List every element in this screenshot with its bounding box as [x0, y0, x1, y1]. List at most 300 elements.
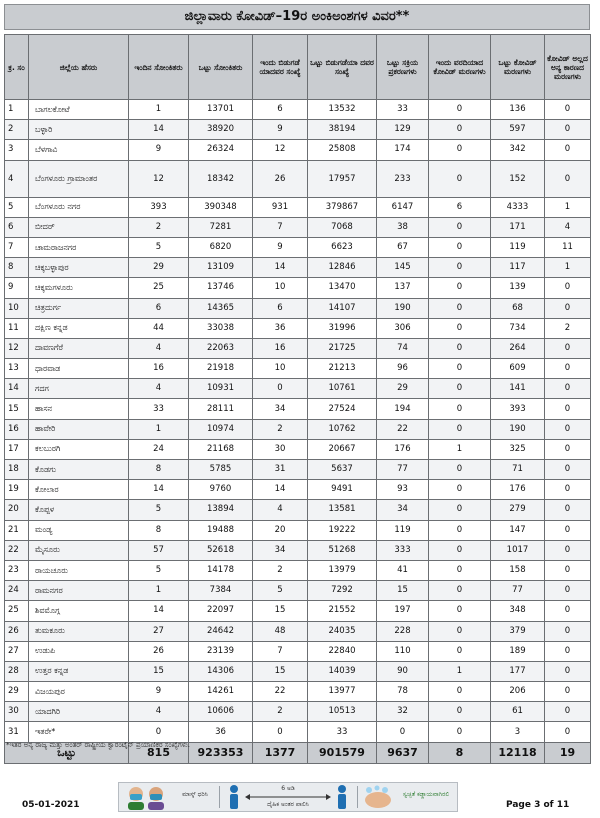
row-district: ಮೈಸೂರು	[29, 540, 129, 560]
table-row	[5, 560, 591, 580]
row-value: 0	[545, 560, 591, 580]
row-value: 27524	[308, 399, 377, 419]
row-value: 9	[129, 682, 189, 702]
row-value: 119	[491, 237, 545, 257]
row-value: 1	[129, 419, 189, 439]
row-serial: 18	[5, 460, 29, 480]
table-row	[5, 641, 591, 661]
table-row	[5, 338, 591, 358]
row-value: 0	[545, 722, 591, 742]
header-active-cases: ಒಟ್ಟು ಸಕ್ರಿಯ ಪ್ರಕರಣಗಳು	[377, 35, 429, 100]
row-value: 0	[545, 682, 591, 702]
row-value: 61	[491, 702, 545, 722]
row-value: 77	[491, 581, 545, 601]
row-serial: 22	[5, 540, 29, 560]
row-serial: 1	[5, 100, 29, 120]
row-value: 52618	[189, 540, 253, 560]
table-row	[5, 661, 591, 681]
row-value: 36	[253, 318, 308, 338]
row-value: 158	[491, 560, 545, 580]
row-serial: 17	[5, 439, 29, 459]
row-district: ಬೆಂಗಳೂರು ನಗರ	[29, 197, 129, 217]
row-serial: 30	[5, 702, 29, 722]
row-value: 1	[429, 439, 491, 459]
row-district: ಯಾದಗಿರಿ	[29, 702, 129, 722]
distance-text: ದೈಹಿಕ ಅಂತರ ಪಾಲಿಸಿ	[267, 801, 309, 808]
row-serial: 20	[5, 500, 29, 520]
table-row	[5, 682, 591, 702]
distance-arrow-icon	[245, 794, 331, 800]
row-value: 0	[545, 439, 591, 459]
row-district: ದಾವಣಗೆರೆ	[29, 338, 129, 358]
row-district: ಬೆಂಗಳೂರು ಗ್ರಾಮಾಂತರ	[29, 160, 129, 197]
row-value: 10974	[189, 419, 253, 439]
bulletin-page	[4, 4, 590, 759]
row-value: 9	[129, 140, 189, 160]
hygiene-text: ಸ್ವಚ್ಛತೆ ಕಡ್ಡಾಯವಾಗಿರಲಿ	[402, 791, 450, 798]
row-value: 24	[129, 439, 189, 459]
row-value: 0	[545, 100, 591, 120]
row-value: 325	[491, 439, 545, 459]
row-value: 0	[429, 160, 491, 197]
row-district: ಕೊಪ್ಪಳ	[29, 500, 129, 520]
row-value: 145	[377, 258, 429, 278]
row-value: 0	[429, 237, 491, 257]
row-value: 0	[429, 560, 491, 580]
row-district: ರಾಮನಗರ	[29, 581, 129, 601]
row-value: 13701	[189, 100, 253, 120]
district-stats-table	[4, 34, 591, 764]
row-value: 228	[377, 621, 429, 641]
row-value: 77	[377, 460, 429, 480]
row-serial: 2	[5, 120, 29, 140]
row-value: 4	[129, 379, 189, 399]
hygiene-panel	[357, 783, 457, 811]
row-value: 22	[377, 419, 429, 439]
row-value: 7	[253, 217, 308, 237]
report-date: 05-01-2021	[22, 800, 80, 810]
row-value: 15	[253, 661, 308, 681]
row-value: 10931	[189, 379, 253, 399]
row-serial: 27	[5, 641, 29, 661]
row-value: 21213	[308, 359, 377, 379]
row-value: 279	[491, 500, 545, 520]
row-value: 0	[545, 399, 591, 419]
row-district: ಧಾರವಾಡ	[29, 359, 129, 379]
row-district: ರಾಯಚೂರು	[29, 560, 129, 580]
row-value: 0	[429, 419, 491, 439]
table-row	[5, 120, 591, 140]
table-row	[5, 621, 591, 641]
footnote: *ಇತರ ಅನ್ಯ ರಾಜ್ಯ ಮತ್ತು ಅಂತರ್ ರಾಷ್ಟ್ರೀಯ ಕ್ವಾರಂಟೈನ್ ಪ್ರಯಾಣಿಕರ ಸಂಖ್ಯೆಗಳು.	[6, 741, 190, 749]
row-value: 22840	[308, 641, 377, 661]
mask-panel	[119, 783, 219, 811]
row-value: 0	[429, 702, 491, 722]
table-row	[5, 100, 591, 120]
row-value: 194	[377, 399, 429, 419]
row-value: 24642	[189, 621, 253, 641]
row-value: 0	[545, 480, 591, 500]
distance-panel	[219, 783, 357, 811]
row-value: 2	[253, 702, 308, 722]
row-serial: 28	[5, 661, 29, 681]
row-value: 29	[129, 258, 189, 278]
row-value: 174	[377, 140, 429, 160]
safety-banner	[118, 782, 458, 812]
row-district: ದಕ್ಷಿಣ ಕನ್ನಡ	[29, 318, 129, 338]
row-value: 264	[491, 338, 545, 358]
total-today-deaths: 8	[429, 742, 491, 763]
row-value: 141	[491, 379, 545, 399]
row-district: ಚಿಕ್ಕಮಗಳೂರು	[29, 278, 129, 298]
row-serial: 24	[5, 581, 29, 601]
row-district: ಬೆಳಗಾವಿ	[29, 140, 129, 160]
row-value: 25808	[308, 140, 377, 160]
row-value: 0	[429, 338, 491, 358]
row-value: 2	[129, 217, 189, 237]
row-value: 14	[129, 120, 189, 140]
row-value: 0	[545, 500, 591, 520]
total-label: ಒಟ್ಟು	[5, 742, 129, 763]
table-row	[5, 500, 591, 520]
row-value: 4	[129, 702, 189, 722]
row-value: 390348	[189, 197, 253, 217]
row-serial: 8	[5, 258, 29, 278]
row-district: ಗದಗ	[29, 379, 129, 399]
row-value: 30	[253, 439, 308, 459]
row-district: ಚಿತ್ರದುರ್ಗ	[29, 298, 129, 318]
table-row	[5, 237, 591, 257]
row-value: 29	[377, 379, 429, 399]
row-value: 233	[377, 160, 429, 197]
row-value: 26	[253, 160, 308, 197]
row-value: 33	[129, 399, 189, 419]
row-value: 0	[429, 621, 491, 641]
row-value: 333	[377, 540, 429, 560]
row-district: ಕಲಬುರಗಿ	[29, 439, 129, 459]
row-value: 8	[129, 520, 189, 540]
row-serial: 15	[5, 399, 29, 419]
row-value: 0	[429, 520, 491, 540]
row-value: 4	[129, 338, 189, 358]
row-serial: 6	[5, 217, 29, 237]
total-today-infected: 815	[129, 742, 189, 763]
row-value: 931	[253, 197, 308, 217]
row-value: 10513	[308, 702, 377, 722]
row-value: 177	[491, 661, 545, 681]
row-value: 4	[253, 500, 308, 520]
row-value: 4	[545, 217, 591, 237]
row-value: 33	[377, 100, 429, 120]
row-value: 190	[377, 298, 429, 318]
row-value: 0	[545, 278, 591, 298]
header-serial: ಕ್ರ. ಸಂ	[5, 35, 29, 100]
row-value: 13532	[308, 100, 377, 120]
row-value: 152	[491, 160, 545, 197]
row-value: 71	[491, 460, 545, 480]
row-value: 14	[253, 258, 308, 278]
row-value: 20	[253, 520, 308, 540]
row-value: 90	[377, 661, 429, 681]
row-value: 2	[253, 560, 308, 580]
table-row	[5, 197, 591, 217]
header-today-deaths: ಇಂದು ವರದಿಯಾದ ಕೋವಿಡ್ ಮರಣಗಳು	[429, 35, 491, 100]
table-row	[5, 722, 591, 742]
row-serial: 4	[5, 160, 29, 197]
row-value: 139	[491, 278, 545, 298]
row-district: ಚಿಕ್ಕಬಳ್ಳಾಪುರ	[29, 258, 129, 278]
row-value: 18342	[189, 160, 253, 197]
table-row	[5, 379, 591, 399]
row-value: 348	[491, 601, 545, 621]
header-today-discharged: ಇಂದು ಬಿಡುಗಡೆ ಯಾದವರ ಸಂಖ್ಯೆ	[253, 35, 308, 100]
table-row	[5, 581, 591, 601]
row-value: 74	[377, 338, 429, 358]
row-value: 13109	[189, 258, 253, 278]
row-value: 6	[429, 197, 491, 217]
total-infected: 923353	[189, 742, 253, 763]
row-value: 19488	[189, 520, 253, 540]
row-value: 189	[491, 641, 545, 661]
row-value: 19222	[308, 520, 377, 540]
row-value: 0	[429, 581, 491, 601]
row-value: 10606	[189, 702, 253, 722]
row-value: 14	[129, 601, 189, 621]
header-district: ಜಿಲ್ಲೆಯ ಹೆಸರು	[29, 35, 129, 100]
row-value: 14261	[189, 682, 253, 702]
table-row	[5, 480, 591, 500]
row-value: 0	[429, 120, 491, 140]
table-row	[5, 258, 591, 278]
row-value: 0	[429, 140, 491, 160]
row-district: ಮಂಡ್ಯ	[29, 520, 129, 540]
row-value: 0	[429, 278, 491, 298]
distance-value: 6 ಅಡಿ	[281, 785, 295, 792]
row-value: 0	[429, 722, 491, 742]
row-serial: 16	[5, 419, 29, 439]
header-total-infected: ಒಟ್ಟು ಸೋಂಕಿತರು	[189, 35, 253, 100]
row-value: 1	[129, 581, 189, 601]
row-value: 110	[377, 641, 429, 661]
row-value: 0	[253, 722, 308, 742]
row-serial: 3	[5, 140, 29, 160]
row-value: 96	[377, 359, 429, 379]
row-district: ಬೀದರ್	[29, 217, 129, 237]
row-serial: 25	[5, 601, 29, 621]
row-value: 0	[545, 702, 591, 722]
row-value: 38	[377, 217, 429, 237]
row-value: 21725	[308, 338, 377, 358]
row-value: 393	[129, 197, 189, 217]
mask-icon	[125, 784, 169, 810]
row-value: 5	[129, 237, 189, 257]
row-district: ಹಾಸನ	[29, 399, 129, 419]
header-today-infected: ಇಂದಿನ ಸೋಂಕಿತರು	[129, 35, 189, 100]
row-value: 0	[545, 140, 591, 160]
table-row	[5, 702, 591, 722]
row-value: 13581	[308, 500, 377, 520]
row-value: 34	[253, 540, 308, 560]
row-serial: 7	[5, 237, 29, 257]
total-discharged: 901579	[308, 742, 377, 763]
row-value: 38194	[308, 120, 377, 140]
table-body	[5, 100, 591, 743]
row-value: 21552	[308, 601, 377, 621]
total-active: 9637	[377, 742, 429, 763]
row-value: 0	[429, 500, 491, 520]
row-value: 41	[377, 560, 429, 580]
row-value: 2	[545, 318, 591, 338]
row-value: 0	[429, 460, 491, 480]
row-serial: 12	[5, 338, 29, 358]
row-value: 22063	[189, 338, 253, 358]
row-value: 22	[253, 682, 308, 702]
row-value: 21918	[189, 359, 253, 379]
row-value: 176	[491, 480, 545, 500]
row-value: 12	[253, 140, 308, 160]
row-value: 0	[429, 601, 491, 621]
row-value: 197	[377, 601, 429, 621]
row-value: 0	[429, 399, 491, 419]
total-today-discharged: 1377	[253, 742, 308, 763]
row-value: 13894	[189, 500, 253, 520]
row-value: 119	[377, 520, 429, 540]
row-value: 609	[491, 359, 545, 379]
row-value: 25	[129, 278, 189, 298]
row-value: 597	[491, 120, 545, 140]
row-value: 342	[491, 140, 545, 160]
row-value: 78	[377, 682, 429, 702]
row-value: 36	[189, 722, 253, 742]
row-value: 9760	[189, 480, 253, 500]
row-serial: 21	[5, 520, 29, 540]
row-value: 7068	[308, 217, 377, 237]
total-deaths: 12118	[491, 742, 545, 763]
row-value: 14365	[189, 298, 253, 318]
row-value: 15	[253, 601, 308, 621]
row-value: 10	[253, 359, 308, 379]
row-value: 14107	[308, 298, 377, 318]
table-row	[5, 359, 591, 379]
row-value: 379	[491, 621, 545, 641]
row-serial: 14	[5, 379, 29, 399]
row-district: ಹಾವೇರಿ	[29, 419, 129, 439]
row-value: 16	[253, 338, 308, 358]
row-value: 10761	[308, 379, 377, 399]
row-value: 14178	[189, 560, 253, 580]
table-row	[5, 540, 591, 560]
header-row	[5, 35, 591, 100]
table-row	[5, 601, 591, 621]
hand-wash-icon	[361, 784, 395, 810]
row-district: ವಿಜಯಪುರ	[29, 682, 129, 702]
mask-text: ಮಾಸ್ಕ್ ಧರಿಸಿ	[182, 791, 208, 798]
row-value: 0	[545, 160, 591, 197]
row-value: 21168	[189, 439, 253, 459]
row-value: 5	[129, 500, 189, 520]
row-serial: 10	[5, 298, 29, 318]
row-district: ಬಳ್ಳಾರಿ	[29, 120, 129, 140]
row-value: 734	[491, 318, 545, 338]
row-value: 2	[253, 419, 308, 439]
row-value: 34	[253, 399, 308, 419]
table-row	[5, 217, 591, 237]
row-value: 137	[377, 278, 429, 298]
row-value: 17957	[308, 160, 377, 197]
row-value: 0	[545, 540, 591, 560]
row-value: 0	[545, 460, 591, 480]
row-serial: 13	[5, 359, 29, 379]
row-value: 5785	[189, 460, 253, 480]
row-value: 6	[129, 298, 189, 318]
row-value: 176	[377, 439, 429, 459]
row-value: 0	[545, 641, 591, 661]
row-serial: 23	[5, 560, 29, 580]
row-value: 1	[429, 661, 491, 681]
row-value: 26	[129, 641, 189, 661]
table-row	[5, 278, 591, 298]
row-value: 32	[377, 702, 429, 722]
row-value: 6147	[377, 197, 429, 217]
row-value: 10762	[308, 419, 377, 439]
row-value: 0	[429, 379, 491, 399]
row-value: 5637	[308, 460, 377, 480]
row-value: 7	[253, 641, 308, 661]
table-title: ಜಿಲ್ಲಾವಾರು ಕೋವಿಡ್–19ರ ಅಂಕಿಅಂಶಗಳ ವಿವರ**	[4, 4, 590, 30]
row-serial: 26	[5, 621, 29, 641]
row-value: 1	[129, 100, 189, 120]
row-value: 136	[491, 100, 545, 120]
row-value: 48	[253, 621, 308, 641]
header-non-covid-deaths: ಕೋವಿಡ್ ಅಲ್ಲದ ಅನ್ಯ ಕಾರಣದ ಮರಣಗಳು	[545, 35, 591, 100]
row-value: 306	[377, 318, 429, 338]
row-value: 393	[491, 399, 545, 419]
row-value: 33038	[189, 318, 253, 338]
row-value: 190	[491, 419, 545, 439]
row-district: ಕೋಲಾರ	[29, 480, 129, 500]
row-value: 1017	[491, 540, 545, 560]
row-value: 13470	[308, 278, 377, 298]
row-value: 1	[545, 258, 591, 278]
row-value: 6	[253, 298, 308, 318]
row-value: 4333	[491, 197, 545, 217]
row-value: 15	[377, 581, 429, 601]
table-row	[5, 140, 591, 160]
page-number: Page 3 of 11	[506, 800, 570, 810]
row-value: 10	[253, 278, 308, 298]
person-icon	[335, 784, 349, 810]
row-district: ಇತರೇ*	[29, 722, 129, 742]
row-value: 147	[491, 520, 545, 540]
table-row	[5, 399, 591, 419]
row-value: 6	[253, 100, 308, 120]
row-value: 68	[491, 298, 545, 318]
row-value: 0	[545, 359, 591, 379]
row-value: 0	[545, 379, 591, 399]
row-value: 12	[129, 160, 189, 197]
row-district: ತುಮಕೂರು	[29, 621, 129, 641]
header-total-deaths: ಒಟ್ಟು ಕೋವಿಡ್ ಮರಣಗಳು	[491, 35, 545, 100]
row-value: 20667	[308, 439, 377, 459]
row-value: 0	[429, 682, 491, 702]
row-value: 7384	[189, 581, 253, 601]
row-district: ಉಡುಪಿ	[29, 641, 129, 661]
row-serial: 9	[5, 278, 29, 298]
table-row	[5, 160, 591, 197]
table-row	[5, 318, 591, 338]
row-value: 28111	[189, 399, 253, 419]
row-value: 34	[377, 500, 429, 520]
